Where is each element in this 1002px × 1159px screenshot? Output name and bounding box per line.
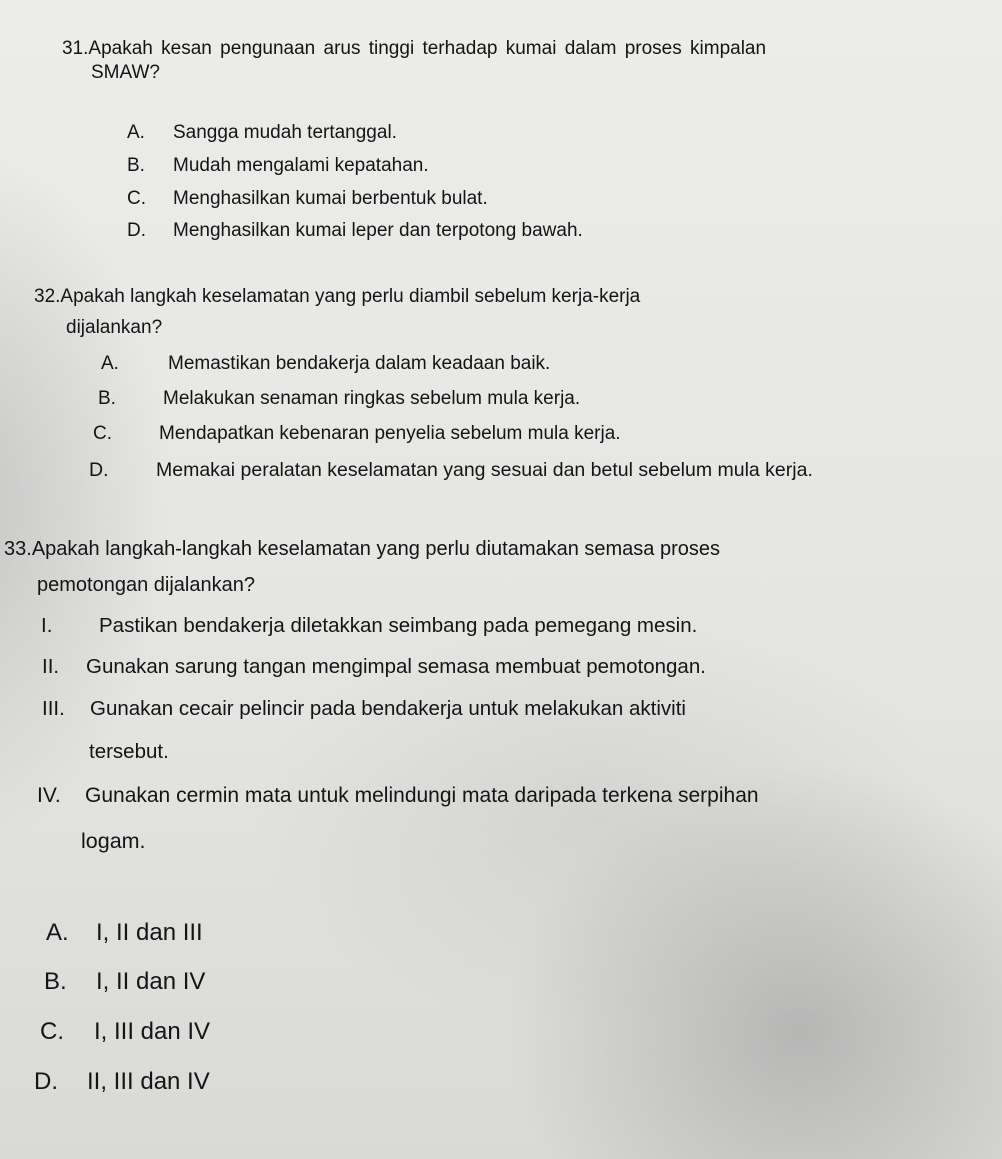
question-31-option-b[interactable]: [127, 155, 429, 177]
option-text: Mendapatkan kebenaran penyelia sebelum mula kerja.: [159, 423, 621, 444]
question-32-line-1: [34, 286, 640, 308]
option-letter: A.: [127, 122, 145, 143]
question-31-number: 31.: [62, 38, 89, 59]
question-32-text: Apakah langkah keselamatan yang perlu diambil sebelum kerja-kerja: [60, 286, 641, 307]
question-33-option-c[interactable]: [40, 1018, 210, 1046]
option-text: Menghasilkan kumai berbentuk bulat.: [173, 188, 488, 209]
option-text: II, III dan IV: [87, 1068, 210, 1095]
option-text: Melakukan senaman ringkas sebelum mula kerja.: [163, 388, 581, 409]
question-33-line-2: pemotongan dijalankan?: [37, 574, 255, 596]
option-text: Memakai peralatan keselamatan yang sesuai dan betul sebelum mula kerja.: [156, 459, 813, 481]
option-text: Mudah mengalami kepatahan.: [173, 155, 429, 176]
question-33-text: Apakah langkah-langkah keselamatan yang perlu diutamakan semasa proses: [31, 538, 721, 560]
statement-text: Gunakan sarung tangan mengimpal semasa membuat pemotongan.: [86, 655, 706, 678]
question-31-line-2: SMAW?: [91, 62, 160, 83]
option-letter: D.: [127, 220, 146, 241]
statement-text: Pastikan bendakerja diletakkan seimbang pada pemegang mesin.: [99, 614, 698, 637]
option-text: I, II dan IV: [96, 968, 206, 995]
statement-roman: II.: [42, 655, 60, 678]
question-32-option-a[interactable]: [101, 353, 550, 375]
option-text: I, II dan III: [96, 919, 203, 946]
question-31-line-1: [62, 38, 766, 60]
option-letter: A.: [101, 353, 119, 374]
question-33-statement-1: [41, 614, 697, 638]
statement-text: Gunakan cermin mata untuk melindungi mata daripada terkena serpihan: [85, 784, 759, 807]
question-32-option-c[interactable]: [93, 423, 621, 445]
option-letter: B.: [98, 388, 116, 409]
option-letter: C.: [40, 1018, 64, 1045]
question-33-statement-3: [42, 697, 686, 721]
question-33-statement-4-cont: logam.: [81, 829, 146, 853]
question-31-option-d[interactable]: [127, 220, 583, 242]
question-32-line-2: dijalankan?: [66, 317, 163, 338]
question-31-text: Apakah kesan pengunaan arus tinggi terhadap kumai dalam proses kimpalan: [88, 38, 767, 59]
option-text: Memastikan bendakerja dalam keadaan baik.: [168, 353, 551, 374]
option-letter: A.: [46, 919, 69, 946]
option-letter: B.: [44, 968, 67, 995]
question-33-statement-4: [37, 784, 759, 808]
question-33-statement-2: [42, 655, 706, 679]
statement-roman: I.: [41, 614, 53, 637]
question-33-number: 33.: [4, 538, 32, 560]
option-letter: C.: [93, 423, 112, 444]
option-text: Menghasilkan kumai leper dan terpotong bawah.: [173, 220, 583, 241]
statement-roman: III.: [42, 697, 65, 720]
option-letter: D.: [34, 1068, 58, 1095]
question-33-option-a[interactable]: [46, 919, 203, 947]
question-33-statement-3-cont: tersebut.: [89, 740, 169, 763]
statement-text: Gunakan cecair pelincir pada bendakerja untuk melakukan aktiviti: [90, 697, 686, 720]
option-letter: B.: [127, 155, 145, 176]
option-letter: D.: [89, 459, 109, 481]
question-31-option-c[interactable]: [127, 188, 488, 210]
question-33-option-d[interactable]: [34, 1068, 210, 1096]
question-32-option-b[interactable]: [98, 388, 580, 410]
question-33-option-b[interactable]: [44, 968, 205, 996]
option-letter: C.: [127, 188, 146, 209]
option-text: I, III dan IV: [94, 1018, 211, 1045]
question-31-option-a[interactable]: [127, 122, 397, 144]
question-32-option-d[interactable]: [89, 459, 813, 482]
option-text: Sangga mudah tertanggal.: [173, 122, 397, 143]
statement-roman: IV.: [37, 784, 61, 807]
question-33-line-1: [4, 538, 720, 561]
question-32-number: 32.: [34, 286, 61, 307]
